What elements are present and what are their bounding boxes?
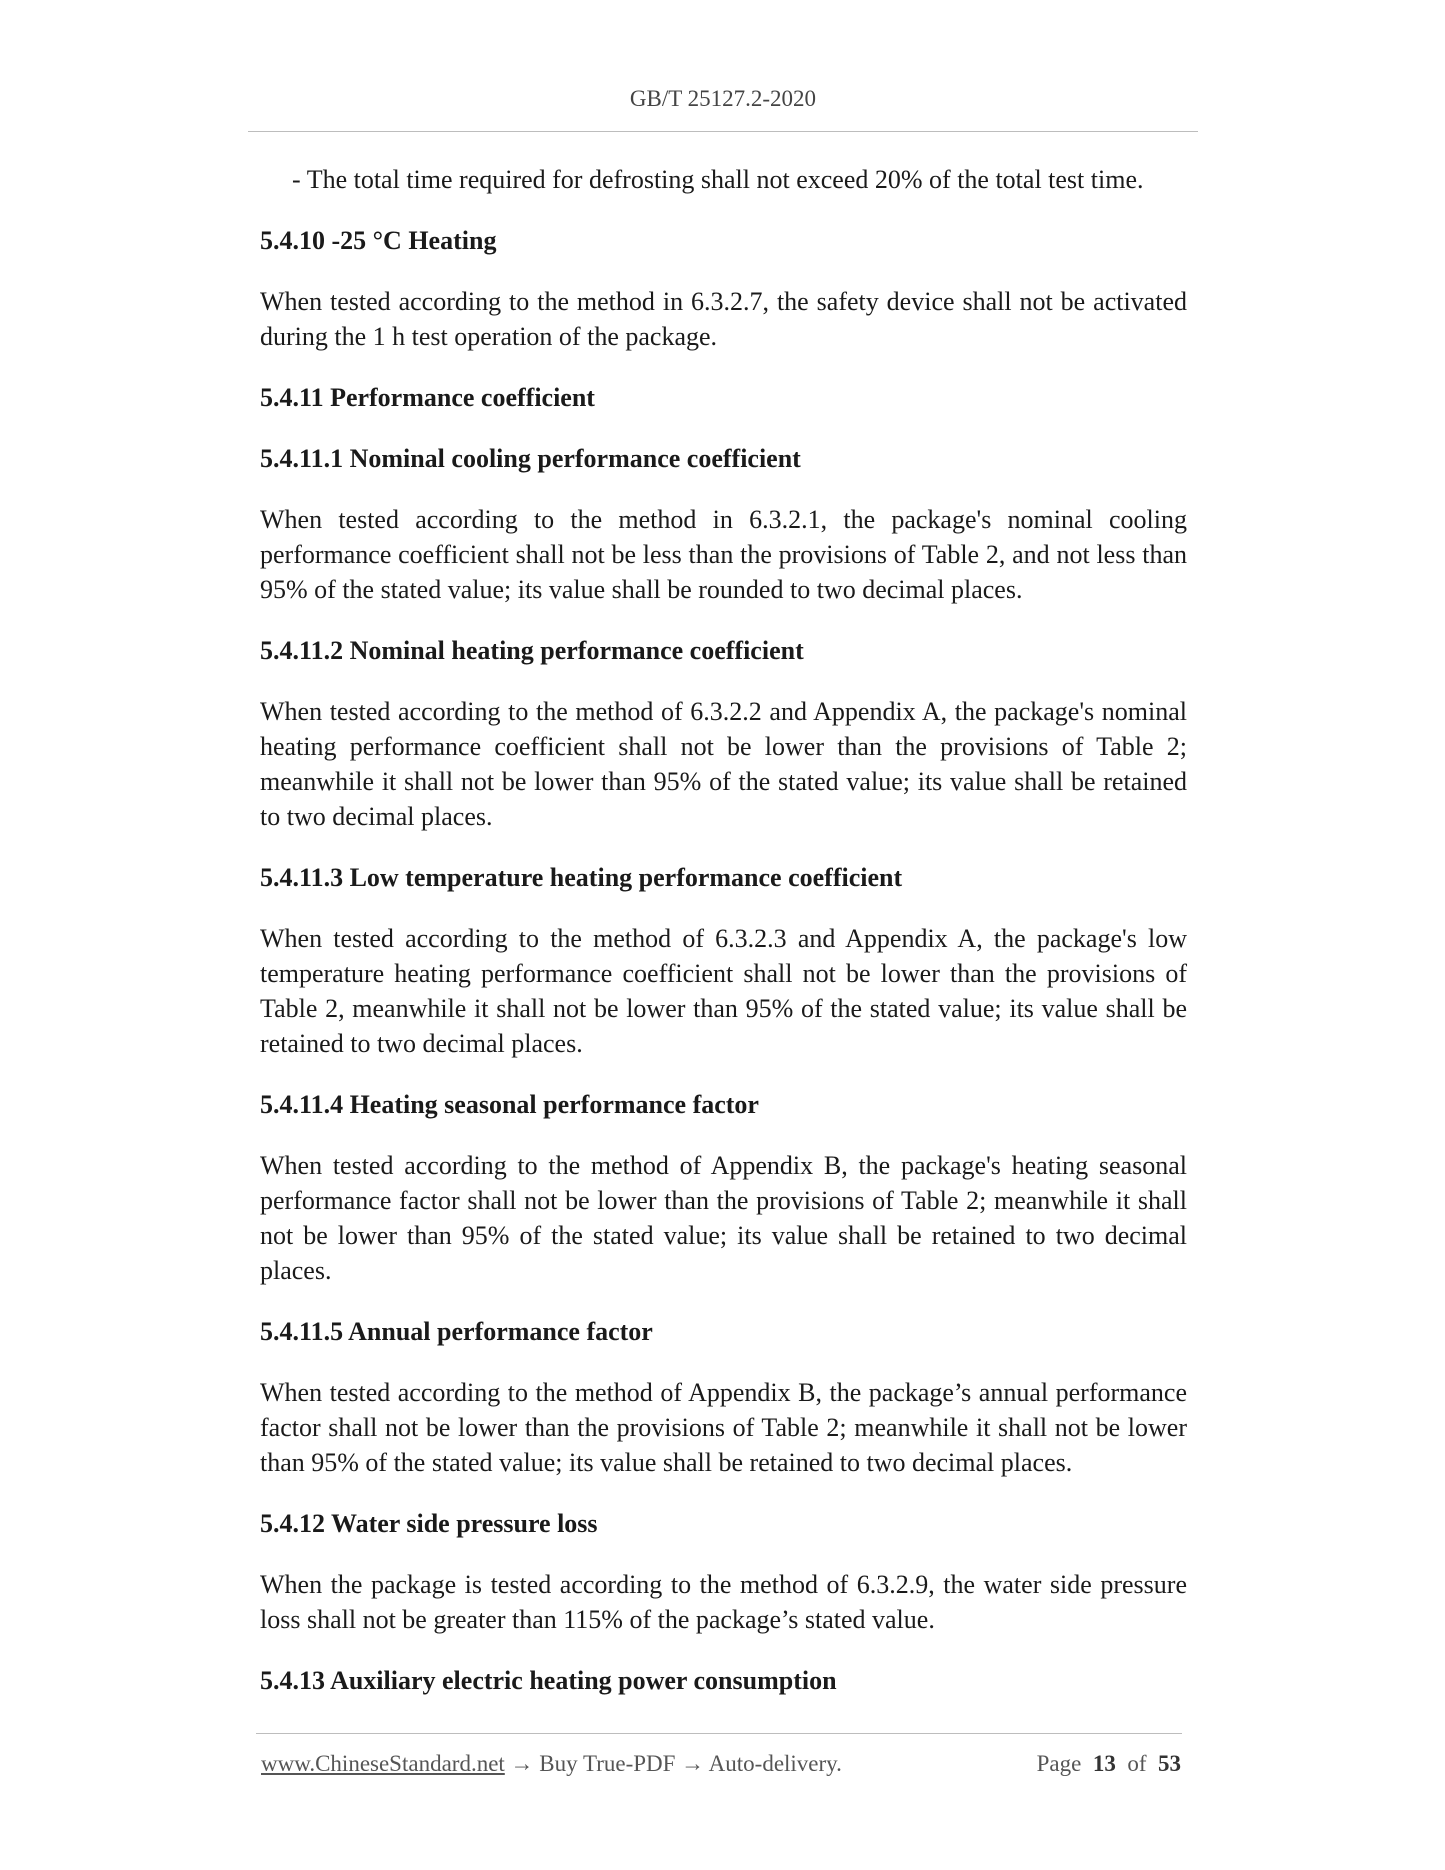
para-5-4-12: When the package is tested according to the method of 6.3.2.9, the water side pressure loss shall not be greater than 115% of the package’s stated value. bbox=[260, 1570, 1187, 1634]
bullet-defrost-time: - The total time required for defrosting shall not exceed 20% of the total test time. bbox=[292, 165, 1144, 194]
para-5-4-11-4: When tested according to the method of Appendix B, the package's heating seasonal performance factor shall not be lower than the provisions of Table 2; meanwhile it shall not be lower than 95% of the stated value; its value shall be retained to two decimal places. bbox=[260, 1151, 1187, 1285]
page-indicator bbox=[1037, 1751, 1181, 1777]
heading-5-4-11-2: 5.4.11.2 Nominal heating performance coefficient bbox=[260, 636, 804, 665]
page-label: Page bbox=[1036, 1751, 1082, 1776]
total-pages-number: 53 bbox=[1158, 1751, 1181, 1776]
page-header-title: GB/T 25127.2-2020 bbox=[629, 86, 817, 111]
para-5-4-11-2: When tested according to the method of 6.3.2.2 and Appendix A, the package's nominal heating performance coefficient shall not be lower than the provisions of Table 2; meanwhile it shall not be lower than 95% of the stated value; its value shall be retained to two decimal places. bbox=[260, 697, 1187, 831]
document-body bbox=[260, 162, 1187, 1724]
footer-promo-text: → Buy True-PDF → Auto-delivery. bbox=[504, 1751, 842, 1776]
heading-5-4-11-4: 5.4.11.4 Heating seasonal performance factor bbox=[260, 1090, 759, 1119]
heading-5-4-11-3: 5.4.11.3 Low temperature heating performance coefficient bbox=[260, 863, 903, 892]
heading-5-4-11-5: 5.4.11.5 Annual performance factor bbox=[260, 1317, 653, 1346]
heading-5-4-10: 5.4.10 -25 °C Heating bbox=[260, 226, 497, 255]
of-label: of bbox=[1127, 1751, 1147, 1776]
heading-5-4-12: 5.4.12 Water side pressure loss bbox=[260, 1509, 598, 1538]
para-5-4-11-5: When tested according to the method of Appendix B, the package’s annual performance factor shall not be lower than the provisions of Table 2; meanwhile it shall not be lower than 95% of the stated value; its value shall be retained to two decimal places. bbox=[260, 1378, 1187, 1477]
para-5-4-11-3: When tested according to the method of 6.3.2.3 and Appendix A, the package's low temperature heating performance coefficient shall not be lower than the provisions of Table 2, meanwhile it shall not be lower than 95% of the stated value; its value shall be retained to two decimal places. bbox=[260, 924, 1187, 1058]
heading-5-4-13: 5.4.13 Auxiliary electric heating power consumption bbox=[260, 1666, 837, 1695]
para-5-4-11-1: When tested according to the method in 6.3.2.1, the package's nominal cooling performance coefficient shall not be less than the provisions of Table 2, and not less than 95% of the stated value; its value shall be rounded to two decimal places. bbox=[260, 505, 1187, 604]
heading-5-4-11-1: 5.4.11.1 Nominal cooling performance coefficient bbox=[260, 444, 801, 473]
footer-divider bbox=[256, 1733, 1182, 1734]
current-page-number: 13 bbox=[1092, 1751, 1116, 1776]
header-divider bbox=[248, 131, 1198, 132]
heading-5-4-11: 5.4.11 Performance coefficient bbox=[260, 383, 595, 412]
footer-promo bbox=[261, 1751, 842, 1777]
website-link[interactable]: www.ChineseStandard.net bbox=[261, 1751, 505, 1776]
para-5-4-10: When tested according to the method in 6.3.2.7, the safety device shall not be activated during the 1 h test operation of the package. bbox=[260, 287, 1187, 351]
